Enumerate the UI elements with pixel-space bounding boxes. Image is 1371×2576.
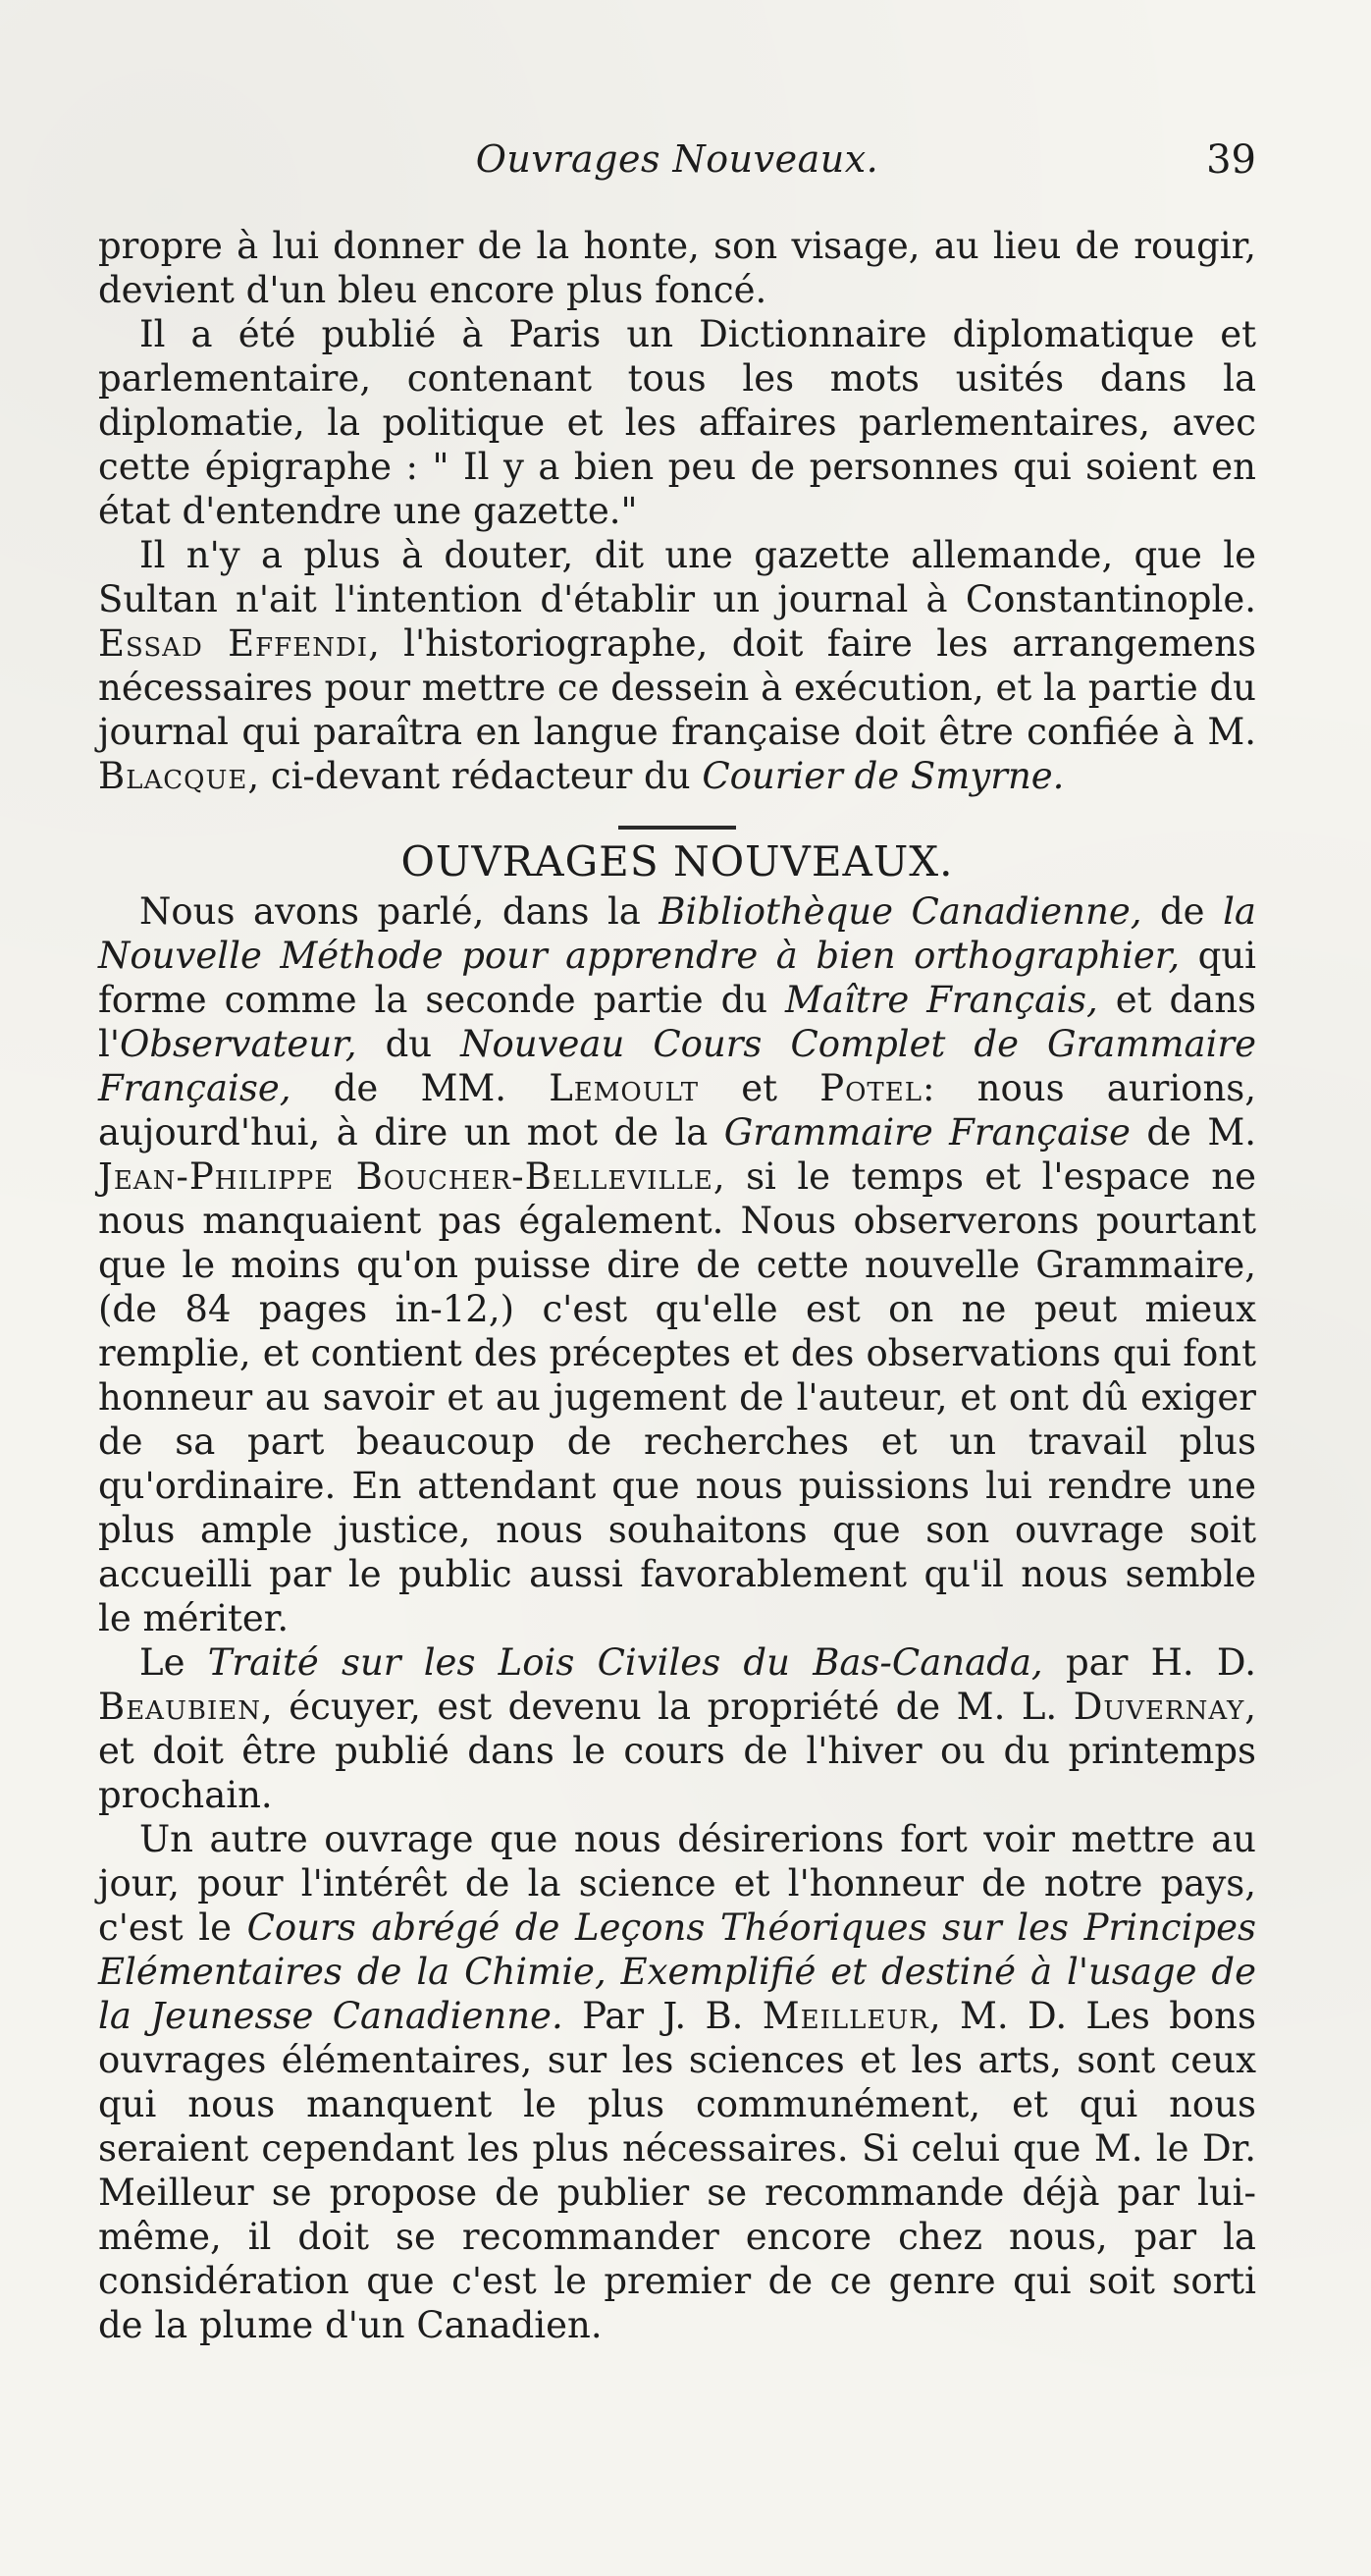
- section-heading: OUVRAGES NOUVEAUX.: [400, 837, 954, 886]
- italic-title: Bibliothèque Canadienne,: [659, 890, 1142, 933]
- text-run: de M.: [1146, 1111, 1256, 1154]
- italic-title: Courier de Smyrne.: [702, 755, 1065, 797]
- text-run: qui forme comme la seconde partie du: [98, 935, 1256, 1021]
- italic-title: Nouveau Cours Complet de Grammaire Française,: [98, 1023, 1256, 1109]
- italic-title: Cours abrégé de Leçons Théoriques sur les Principes Elémentaires de la Chimie, Exemplifié et destiné à l'usage de la Jeunesse Canadienne.: [98, 1906, 1257, 2037]
- person-name: Lemoult: [549, 1067, 700, 1109]
- text-run: : nous aurions, aujourd'hui, à dire un mot de la: [98, 1067, 1257, 1154]
- text-run: Par J. B.: [582, 1995, 744, 2037]
- text-run: Un autre ouvrage que nous désirerions fort voir mettre au jour, pour l'intérêt de la science et l'honneur de notre pays, c'est le: [98, 1818, 1256, 1949]
- running-title: Ouvrages Nouveaux.: [475, 137, 879, 181]
- text-run: Il a été publié à Paris un Dictionnaire diplomatique et parlementaire, contenant tous les mots usités dans la diplomatie, la politique et les affaires parlementaires, avec cette épigraphe : " Il y a bien peu de personnes qui soient en état d'entendre une gazette.": [98, 313, 1256, 532]
- paragraph-chimie: [98, 1817, 1256, 2347]
- person-name: Beaubien: [98, 1686, 261, 1728]
- italic-title: Grammaire Française: [723, 1111, 1131, 1154]
- section-divider: [618, 826, 736, 830]
- text-run: Le: [139, 1641, 185, 1684]
- paragraph-sultan-journal: [98, 533, 1256, 798]
- page-header: [98, 137, 1256, 196]
- text-run: , ci-devant rédacteur du: [247, 755, 691, 797]
- text-run: , si le temps et l'espace ne nous manquaient pas également. Nous observerons pourtant que le moins qu'on puisse dire de cette nouvelle Grammaire, (de 84 pages in-12,) c'est qu'elle est on ne peut mieux remplie, et contient des préceptes et des observations qui font honneur au savoir et au jugement de l'auteur, et ont dû exiger de sa part beaucoup de recherches et un travail plus qu'ordinaire. En attendant que nous puissions lui rendre une plus ample justice, nous souhaitons que son ouvrage soit accueilli par le public aussi favorablement qu'il nous semble le mériter.: [98, 1155, 1256, 1639]
- person-name: Potel: [819, 1067, 923, 1109]
- italic-title: la Nouvelle Méthode pour apprendre à bien orthographier,: [98, 890, 1256, 977]
- text-run: Il n'y a plus à douter, dit une gazette allemande, que le Sultan n'ait l'intention d'établir un journal à Constantinople.: [98, 534, 1256, 620]
- page-number: 39: [1206, 137, 1256, 183]
- person-name: Essad Effendi: [98, 622, 369, 665]
- text-run: de MM.: [333, 1067, 506, 1109]
- body-text: [98, 224, 1256, 2347]
- paragraph-grammaire: [98, 889, 1256, 1640]
- text-run: et dans l': [98, 979, 1257, 1065]
- paragraph-dictionnaire: [98, 312, 1256, 533]
- paragraph-traite: [98, 1640, 1256, 1817]
- text-run: par H. D.: [1065, 1641, 1257, 1684]
- person-name: Jean-Philippe Boucher-Belleville: [98, 1155, 713, 1198]
- italic-title: Observateur,: [120, 1023, 357, 1065]
- text-run: , M. D. Les bons ouvrages élémentaires, sur les sciences et les arts, sont ceux qui nous manquent le plus communément, et qui nous seraient cependant les plus nécessaires. Si celui que M. le Dr. Meilleur se propose de publier se recommande déjà par lui-même, il doit se recommander encore chez nous, par la considération que c'est le premier de ce genre qui soit sorti de la plume d'un Canadien.: [98, 1995, 1256, 2346]
- text-run: , l'historiographe, doit faire les arrangemens nécessaires pour mettre ce dessein à exécution, et la partie du journal qui paraîtra en langue française doit être confiée à M.: [98, 622, 1256, 753]
- text-run: du: [385, 1023, 433, 1065]
- italic-title: Traité sur les Lois Civiles du Bas-Canada,: [207, 1641, 1043, 1684]
- text-run: de: [1160, 890, 1205, 933]
- text-run: , écuyer, est devenu la propriété de M. L.: [260, 1686, 1058, 1728]
- text-run: , et doit être publié dans le cours de l'hiver ou du printemps prochain.: [98, 1686, 1256, 1816]
- text-run: Nous avons parlé, dans la: [139, 890, 641, 933]
- italic-title: Maître Français,: [785, 979, 1098, 1021]
- text-run: et: [741, 1067, 778, 1109]
- paragraph-continued: [98, 224, 1256, 312]
- person-name: Blacque: [98, 755, 248, 797]
- text-run: propre à lui donner de la honte, son visage, au lieu de rougir, devient d'un bleu encore plus foncé.: [98, 225, 1256, 311]
- person-name: Duvernay: [1073, 1686, 1245, 1728]
- person-name: Meilleur: [762, 1995, 929, 2037]
